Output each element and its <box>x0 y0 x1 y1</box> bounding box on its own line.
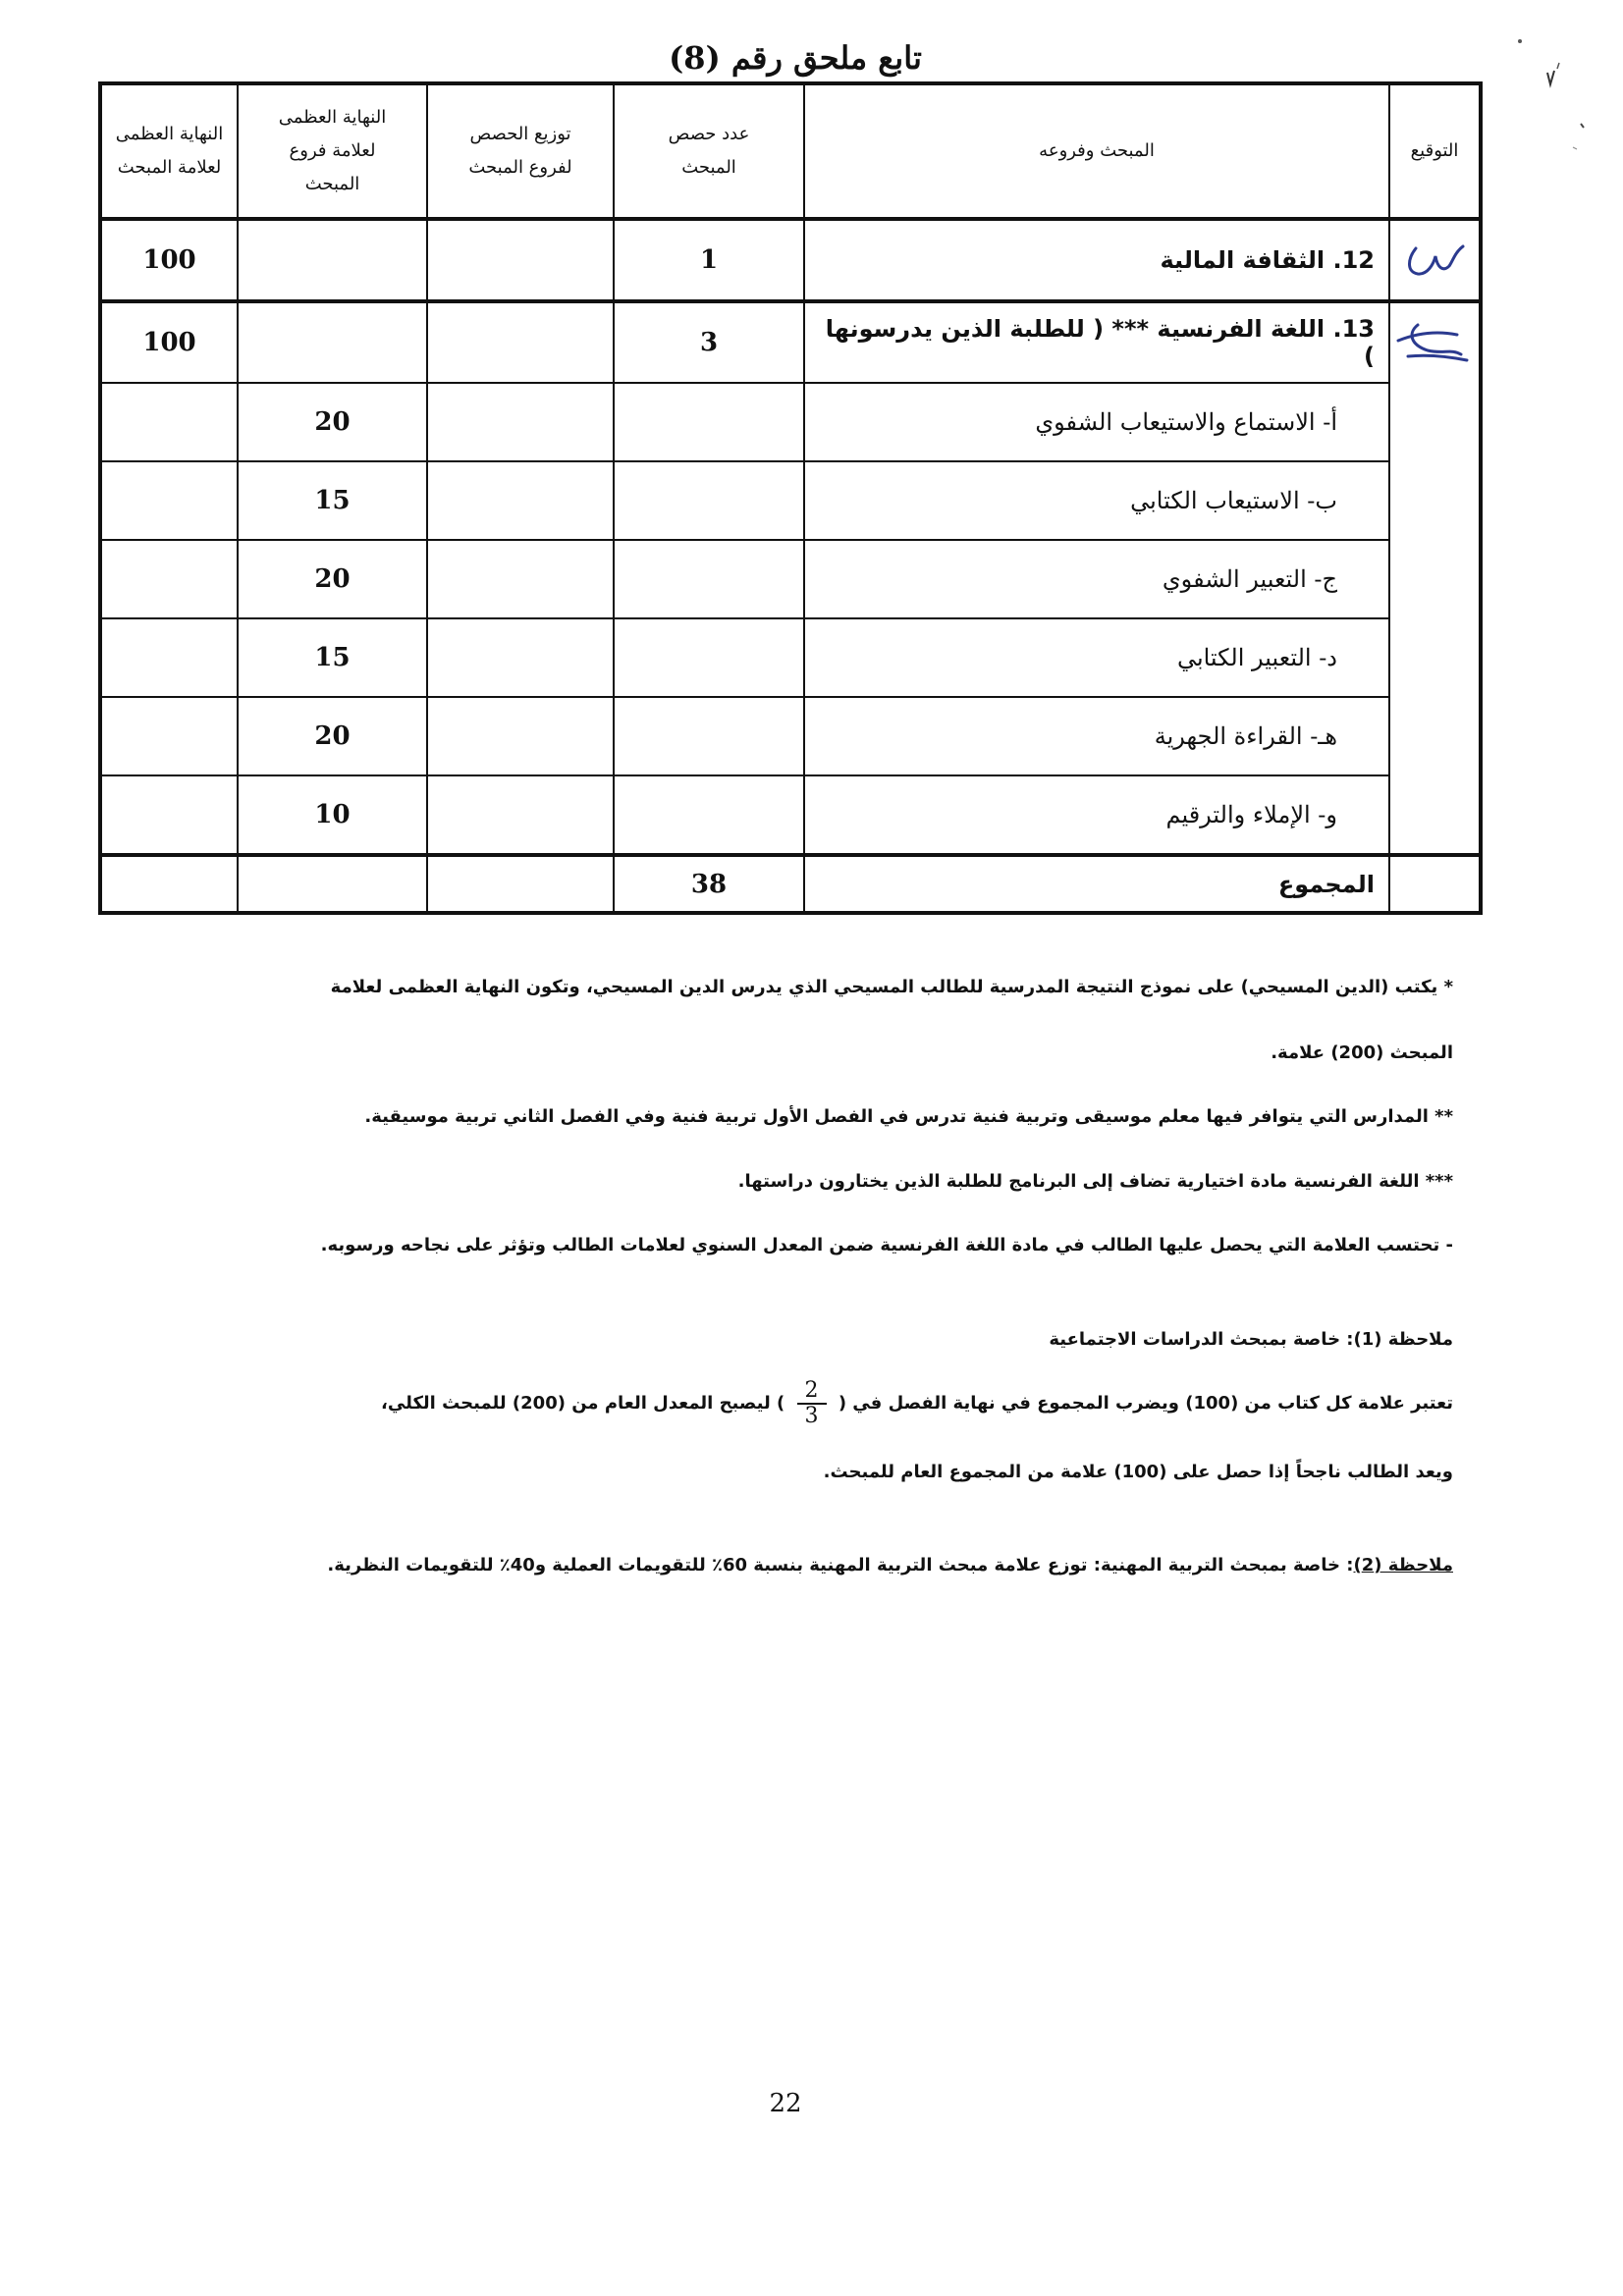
periods-count: 3 <box>614 301 804 383</box>
header-subject-max: النهاية العظمى لعلامة المبحث <box>100 83 238 219</box>
branch-name: أ- الاستماع والاستيعاب الشفوي <box>804 383 1389 461</box>
branch-max: 15 <box>238 461 427 540</box>
footnote-4: - تحتسب العلامة التي يحصل عليها الطالب في مادة اللغة الفرنسية ضمن المعدل السنوي لعلامات الطالب وتؤثر على نجاحه ورسوبه. <box>320 1235 1453 1255</box>
branch-name: و- الإملاء والترقيم <box>804 775 1389 855</box>
branch-name: هـ- القراءة الجهرية <box>804 697 1389 775</box>
total-periods: 38 <box>614 855 804 913</box>
total-label: المجموع <box>804 855 1389 913</box>
footnote-1: * يكتب (الدين المسيحي) على نموذج النتيجة المدرسية للطالب المسيحي الذي يدرس الدين المسيحي، وتكون النهاية العظمى لعلامة <box>330 977 1453 997</box>
subject-max: 100 <box>100 301 238 383</box>
branch-max: 20 <box>238 540 427 618</box>
page-number: 22 <box>769 2089 802 2118</box>
footnote-3: *** اللغة الفرنسية مادة اختيارية تضاف إلى البرنامج للطلبة الذين يختارون دراستها. <box>737 1171 1453 1192</box>
remark-1-text: تعتبر علامة كل كتاب من (100) ويضرب المجموع في نهاية الفصل في ( $\frac{2}{3}$ ) ليصبح المعدل العام من (200) للمبحث الكلي، <box>381 1378 1453 1429</box>
header-subject: المبحث وفروعه <box>804 83 1389 219</box>
remark-1-title: ملاحظة (1): خاصة بمبحث الدراسات الاجتماعية <box>1049 1329 1453 1350</box>
footnote-1-continued: المبحث (200) علامة. <box>1271 1042 1453 1063</box>
branch-max: 20 <box>238 383 427 461</box>
remark-1-line-2: ويعد الطالب ناجحاً إذا حصل على (100) علامة من المجموع العام للمبحث. <box>823 1462 1453 1482</box>
branch-name: ج- التعبير الشفوي <box>804 540 1389 618</box>
footnotes <box>295 0 1453 1669</box>
header-signature: التوقيع <box>1389 83 1481 219</box>
footnote-2: ** المدارس التي يتوافر فيها معلم موسيقى وتربية فنية تدرس في الفصل الأول تربية فنية وفي الفصل الثاني تربية موسيقية. <box>364 1106 1453 1127</box>
branch-name: د- التعبير الكتابي <box>804 618 1389 697</box>
subject-max: 100 <box>100 219 238 301</box>
remark-2: ملاحظة (2): خاصة بمبحث التربية المهنية: توزع علامة مبحث التربية المهنية بنسبة 60٪ للتقويمات العملية و40٪ للتقويمات النظرية. <box>327 1555 1453 1575</box>
branch-name: ب- الاستيعاب الكتابي <box>804 461 1389 540</box>
header-periods-distribution: توزيع الحصص لفروع المبحث <box>427 83 614 219</box>
subject-name: 13. اللغة الفرنسية *** ( للطلبة الذين يدرسونها ) <box>804 301 1389 383</box>
subject-name: 12. الثقافة المالية <box>804 219 1389 301</box>
header-branch-max: النهاية العظمى لعلامة فروع المبحث <box>238 83 427 219</box>
branch-max: 10 <box>238 775 427 855</box>
scan-specks-icon <box>1512 29 1591 196</box>
remark-2-label: ملاحظة (2) <box>1353 1555 1453 1575</box>
branch-max: 20 <box>238 697 427 775</box>
branch-max: 15 <box>238 618 427 697</box>
header-periods-count: عدد حصص المبحث <box>614 83 804 219</box>
page-title: تابع ملحق رقم (8) <box>669 39 922 77</box>
periods-count: 1 <box>614 219 804 301</box>
fraction: $\frac{2}{3}$ <box>797 1379 827 1428</box>
